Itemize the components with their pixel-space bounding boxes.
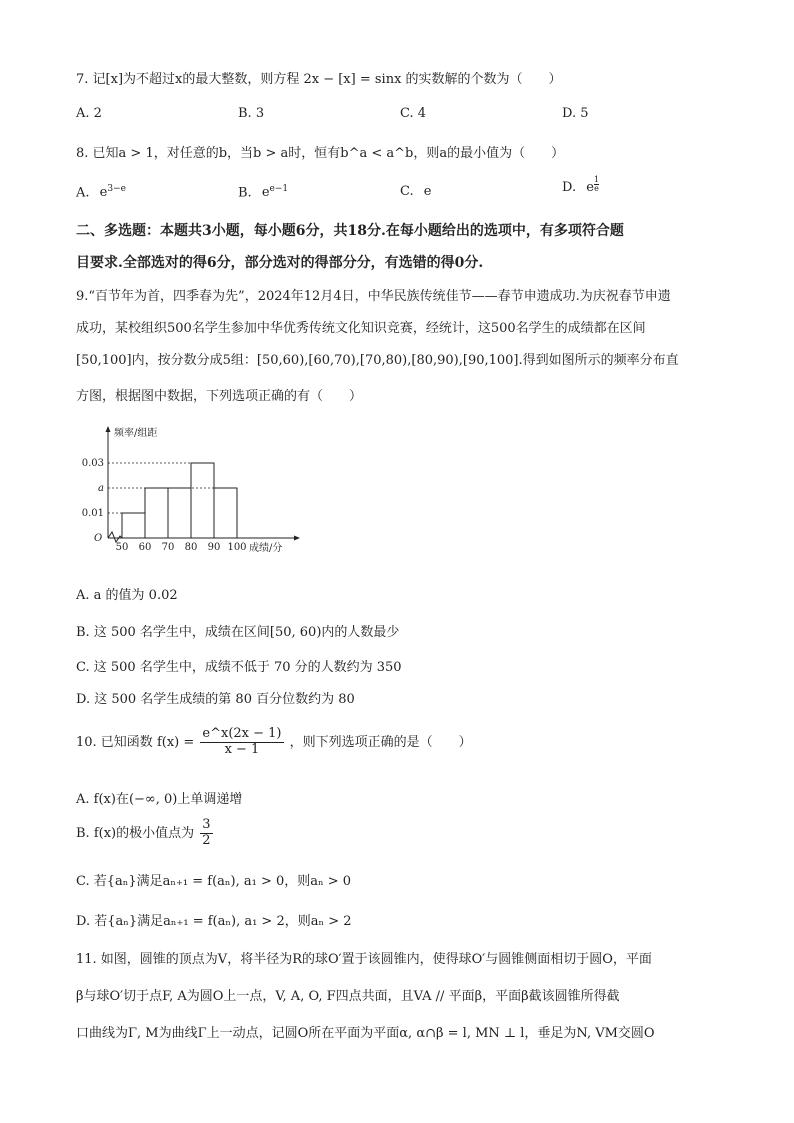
q8-option-d-label: D. <box>562 180 577 195</box>
q9-line1: 9.“百节年为首，四季春为先”，2024年12月4日，中华民族传统佳节——春节申遗成功.为庆祝春节申遗 <box>76 289 671 304</box>
section2-heading-line1: 二、多选题：本题共3小题，每小题6分，共18分.在每小题给出的选项中，有多项符合题 <box>76 223 624 239</box>
x-tick-label: 50 <box>115 542 129 553</box>
q10-option-a: A. f(x)在(−∞, 0)上单调递增 <box>76 792 243 807</box>
q8-option-d-exp <box>594 176 599 193</box>
q9-option-d: D. 这 500 名学生成绩的第 80 百分位数约为 80 <box>76 692 355 707</box>
origin-label: O <box>94 533 103 544</box>
q10-option-b-prefix: B. f(x)的极小值点为 <box>76 825 195 841</box>
section2-heading-line2: 目要求.全部选对的得6分，部分选对的得部分分，有选错的得0分. <box>76 255 484 271</box>
q8-option-b-base: e <box>261 185 270 201</box>
q10-option-b-den: 2 <box>202 832 211 848</box>
q8-option-a <box>76 184 126 200</box>
x-tick-label: 80 <box>184 542 198 553</box>
q10-stem-prefix: 10. 已知函数 f(x) = <box>76 734 195 750</box>
q10-option-c: C. 若{aₙ}满足aₙ₊₁ = f(aₙ), a₁ > 0，则aₙ > 0 <box>76 874 352 889</box>
q8-option-c-base: e <box>423 184 432 199</box>
q8-option-b-label: B. <box>238 185 252 201</box>
q9-line3: [50,100]内，按分数分成5组：[50,60),[60,70),[70,80),[80,90),[90,100].得到如图所示的频率分布直 <box>76 353 679 368</box>
q10-fraction-numerator: e^x(2x − 1) <box>202 726 282 741</box>
x-axis-label: 成绩/分 <box>249 543 283 554</box>
q9-line4: 方图，根据图中数据，下列选项正确的有（ ） <box>76 389 363 404</box>
q9-option-b: B. 这 500 名学生中，成绩在区间[50, 60)内的人数最少 <box>76 625 400 640</box>
q8-option-a-exp: 3−e <box>107 184 126 194</box>
x-tick-label: 60 <box>138 542 152 553</box>
q10-fraction <box>200 727 283 758</box>
histogram-bar <box>191 463 214 538</box>
frequency-histogram <box>81 420 322 560</box>
histogram-bar <box>214 488 237 538</box>
q10-option-b-fraction <box>200 818 212 849</box>
q8-option-d-exp-num: 1 <box>593 175 600 184</box>
q10-option-b <box>76 818 215 849</box>
histogram-bar <box>122 513 145 538</box>
q10-stem <box>76 727 472 758</box>
y-tick-label: a <box>98 483 104 494</box>
q10-option-d: D. 若{aₙ}满足aₙ₊₁ = f(aₙ), a₁ > 2，则aₙ > 2 <box>76 914 352 929</box>
q8-option-b <box>238 184 288 200</box>
q7-option-c: C. 4 <box>400 106 427 121</box>
q9-line2: 成功，某校组织500名学生参加中华优秀传统文化知识竞赛，经统计，这500名学生的成绩都在区间 <box>76 321 646 336</box>
q7-option-a: A. 2 <box>76 106 102 121</box>
q11-line3: 口曲线为Γ, M为曲线Γ上一动点，记圆O所在平面为平面α, α∩β = l, MN ⊥ l，垂足为N, VM交圆O <box>76 1026 655 1041</box>
q8-option-d <box>562 175 600 195</box>
x-tick-label: 70 <box>161 542 175 553</box>
x-tick-label: 90 <box>207 542 221 553</box>
q8-option-c-label: C. <box>400 184 414 199</box>
x-axis-arrow <box>294 536 300 541</box>
q8-option-b-exp: e−1 <box>269 184 289 194</box>
q9-option-a: A. a 的值为 0.02 <box>76 588 178 603</box>
histogram-bar <box>168 488 191 538</box>
q7-option-d: D. 5 <box>562 106 589 121</box>
x-tick-label: 100 <box>227 542 247 553</box>
y-tick-label: 0.03 <box>81 458 104 469</box>
q10-option-b-num: 3 <box>202 817 211 832</box>
y-tick-label: 0.01 <box>81 508 104 519</box>
y-axis-arrow <box>106 426 111 432</box>
axis-break-mark <box>108 532 122 542</box>
q8-option-d-base: e <box>586 180 594 195</box>
q8-option-c <box>400 184 431 199</box>
q8-option-a-base: e <box>99 185 108 201</box>
q7-stem: 7. 记[x]为不超过x的最大整数，则方程 2x − [x] = sinx 的实数解的个数为（ ） <box>76 72 562 87</box>
q10-stem-suffix: ，则下列选项正确的是（ ） <box>289 734 472 750</box>
q7-option-b: B. 3 <box>238 106 265 121</box>
q8-stem: 8. 已知a > 1，对任意的b，当b > a时，恒有b^a < a^b，则a的最小值为（ ） <box>76 146 565 161</box>
q11-line1: 11. 如图，圆锥的顶点为V，将半径为R的球O′置于该圆锥内，使得球O′与圆锥侧面相切于圆O，平面 <box>76 952 652 967</box>
q11-line2: β与球O′切于点F, A为圆O上一点，V, A, O, F四点共面，且VA // 平面β，平面β截该圆锥所得截 <box>76 989 620 1004</box>
q8-option-a-label: A. <box>76 185 90 201</box>
q8-option-d-exp-den: e <box>594 184 599 193</box>
q9-option-c: C. 这 500 名学生中，成绩不低于 70 分的人数约为 350 <box>76 660 402 675</box>
q10-fraction-denominator: x − 1 <box>224 741 260 757</box>
histogram-bar <box>145 488 168 538</box>
y-axis-label: 频率/组距 <box>114 428 158 439</box>
